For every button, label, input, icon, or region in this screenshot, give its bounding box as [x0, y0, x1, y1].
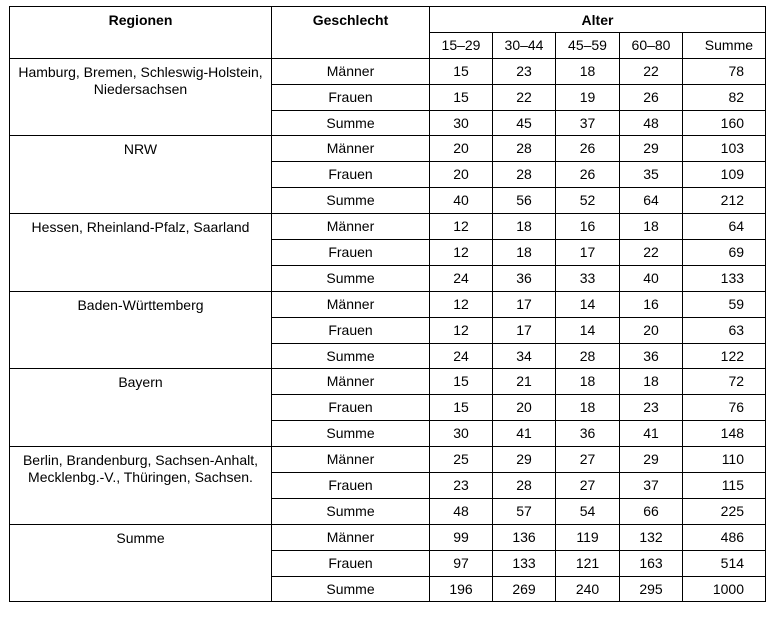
value-cell: 40	[620, 265, 683, 291]
value-cell: 30	[430, 421, 493, 447]
gender-cell: Summe	[272, 110, 430, 136]
total-value-cell: 76	[683, 395, 766, 421]
value-cell: 23	[493, 58, 556, 84]
table-row	[10, 58, 766, 84]
value-cell: 28	[493, 162, 556, 188]
value-cell: 52	[556, 188, 620, 214]
table-row	[10, 369, 766, 395]
value-cell: 57	[493, 498, 556, 524]
header-age: Alter	[430, 7, 766, 33]
total-value-cell: 109	[683, 162, 766, 188]
value-cell: 269	[493, 576, 556, 602]
value-cell: 30	[430, 110, 493, 136]
value-cell: 18	[620, 369, 683, 395]
total-value-cell: 59	[683, 291, 766, 317]
value-cell: 36	[556, 421, 620, 447]
gender-cell: Frauen	[272, 240, 430, 266]
table-row	[10, 447, 766, 473]
gender-cell: Frauen	[272, 317, 430, 343]
region-cell: Hessen, Rheinland-Pfalz, Saarland	[10, 214, 272, 292]
total-value-cell: 64	[683, 214, 766, 240]
total-value-cell: 103	[683, 136, 766, 162]
value-cell: 40	[430, 188, 493, 214]
gender-cell: Männer	[272, 291, 430, 317]
gender-cell: Männer	[272, 369, 430, 395]
value-cell: 99	[430, 524, 493, 550]
value-cell: 18	[620, 214, 683, 240]
total-value-cell: 148	[683, 421, 766, 447]
age-group-header: 15–29	[430, 32, 493, 58]
total-value-cell: 78	[683, 58, 766, 84]
value-cell: 17	[556, 240, 620, 266]
value-cell: 22	[620, 58, 683, 84]
value-cell: 119	[556, 524, 620, 550]
region-cell: Bayern	[10, 369, 272, 447]
value-cell: 64	[620, 188, 683, 214]
header-gender: Geschlecht	[272, 7, 430, 59]
region-cell: Baden-Württemberg	[10, 291, 272, 369]
total-value-cell: 63	[683, 317, 766, 343]
value-cell: 15	[430, 369, 493, 395]
value-cell: 15	[430, 395, 493, 421]
gender-cell: Frauen	[272, 84, 430, 110]
gender-cell: Männer	[272, 214, 430, 240]
value-cell: 132	[620, 524, 683, 550]
value-cell: 16	[556, 214, 620, 240]
value-cell: 17	[493, 291, 556, 317]
value-cell: 28	[556, 343, 620, 369]
value-cell: 66	[620, 498, 683, 524]
value-cell: 22	[493, 84, 556, 110]
value-cell: 37	[556, 110, 620, 136]
region-cell: Hamburg, Bremen, Schleswig-Holstein, Niedersachsen	[10, 58, 272, 136]
value-cell: 29	[620, 136, 683, 162]
data-table-wrapper	[9, 6, 766, 602]
value-cell: 20	[430, 136, 493, 162]
total-value-cell: 133	[683, 265, 766, 291]
value-cell: 28	[493, 136, 556, 162]
value-cell: 33	[556, 265, 620, 291]
table-row	[10, 136, 766, 162]
value-cell: 163	[620, 550, 683, 576]
total-value-cell: 69	[683, 240, 766, 266]
table-row	[10, 524, 766, 550]
value-cell: 19	[556, 84, 620, 110]
gender-cell: Frauen	[272, 395, 430, 421]
value-cell: 17	[493, 317, 556, 343]
total-value-cell: 225	[683, 498, 766, 524]
value-cell: 121	[556, 550, 620, 576]
value-cell: 37	[620, 473, 683, 499]
total-value-cell: 1000	[683, 576, 766, 602]
value-cell: 12	[430, 214, 493, 240]
value-cell: 14	[556, 291, 620, 317]
value-cell: 29	[493, 447, 556, 473]
gender-cell: Summe	[272, 576, 430, 602]
value-cell: 18	[493, 240, 556, 266]
value-cell: 20	[620, 317, 683, 343]
gender-cell: Männer	[272, 58, 430, 84]
value-cell: 36	[493, 265, 556, 291]
value-cell: 18	[556, 395, 620, 421]
value-cell: 16	[620, 291, 683, 317]
age-group-header: 45–59	[556, 32, 620, 58]
total-value-cell: 72	[683, 369, 766, 395]
gender-cell: Summe	[272, 265, 430, 291]
table-row	[10, 291, 766, 317]
gender-cell: Männer	[272, 447, 430, 473]
total-value-cell: 486	[683, 524, 766, 550]
value-cell: 48	[430, 498, 493, 524]
value-cell: 36	[620, 343, 683, 369]
value-cell: 12	[430, 291, 493, 317]
gender-cell: Männer	[272, 136, 430, 162]
value-cell: 26	[620, 84, 683, 110]
value-cell: 27	[556, 473, 620, 499]
value-cell: 56	[493, 188, 556, 214]
region-cell: Summe	[10, 524, 272, 602]
age-group-header-total: Summe	[683, 32, 766, 58]
region-cell: NRW	[10, 136, 272, 214]
value-cell: 34	[493, 343, 556, 369]
value-cell: 22	[620, 240, 683, 266]
table-body	[10, 58, 766, 602]
gender-cell: Summe	[272, 188, 430, 214]
value-cell: 23	[620, 395, 683, 421]
value-cell: 23	[430, 473, 493, 499]
value-cell: 24	[430, 343, 493, 369]
value-cell: 26	[556, 162, 620, 188]
total-value-cell: 82	[683, 84, 766, 110]
value-cell: 27	[556, 447, 620, 473]
value-cell: 35	[620, 162, 683, 188]
value-cell: 48	[620, 110, 683, 136]
age-group-header: 30–44	[493, 32, 556, 58]
total-value-cell: 160	[683, 110, 766, 136]
value-cell: 295	[620, 576, 683, 602]
value-cell: 26	[556, 136, 620, 162]
value-cell: 15	[430, 58, 493, 84]
total-value-cell: 514	[683, 550, 766, 576]
value-cell: 196	[430, 576, 493, 602]
total-value-cell: 115	[683, 473, 766, 499]
total-value-cell: 110	[683, 447, 766, 473]
gender-cell: Summe	[272, 498, 430, 524]
value-cell: 136	[493, 524, 556, 550]
value-cell: 18	[556, 58, 620, 84]
value-cell: 133	[493, 550, 556, 576]
value-cell: 97	[430, 550, 493, 576]
region-cell: Berlin, Brandenburg, Sachsen-Anhalt, Mecklenbg.-V., Thüringen, Sachsen.	[10, 447, 272, 525]
value-cell: 24	[430, 265, 493, 291]
total-value-cell: 122	[683, 343, 766, 369]
gender-cell: Summe	[272, 343, 430, 369]
value-cell: 54	[556, 498, 620, 524]
value-cell: 20	[493, 395, 556, 421]
value-cell: 12	[430, 240, 493, 266]
gender-cell: Summe	[272, 421, 430, 447]
gender-cell: Männer	[272, 524, 430, 550]
value-cell: 25	[430, 447, 493, 473]
value-cell: 41	[620, 421, 683, 447]
value-cell: 18	[556, 369, 620, 395]
value-cell: 14	[556, 317, 620, 343]
value-cell: 21	[493, 369, 556, 395]
value-cell: 20	[430, 162, 493, 188]
gender-cell: Frauen	[272, 473, 430, 499]
value-cell: 45	[493, 110, 556, 136]
total-value-cell: 212	[683, 188, 766, 214]
age-group-header: 60–80	[620, 32, 683, 58]
value-cell: 240	[556, 576, 620, 602]
value-cell: 12	[430, 317, 493, 343]
gender-cell: Frauen	[272, 162, 430, 188]
header-regions: Regionen	[10, 7, 272, 59]
value-cell: 18	[493, 214, 556, 240]
value-cell: 15	[430, 84, 493, 110]
value-cell: 41	[493, 421, 556, 447]
value-cell: 29	[620, 447, 683, 473]
gender-cell: Frauen	[272, 550, 430, 576]
table-row	[10, 214, 766, 240]
value-cell: 28	[493, 473, 556, 499]
region-gender-age-table	[9, 6, 766, 602]
header-row	[10, 7, 766, 33]
